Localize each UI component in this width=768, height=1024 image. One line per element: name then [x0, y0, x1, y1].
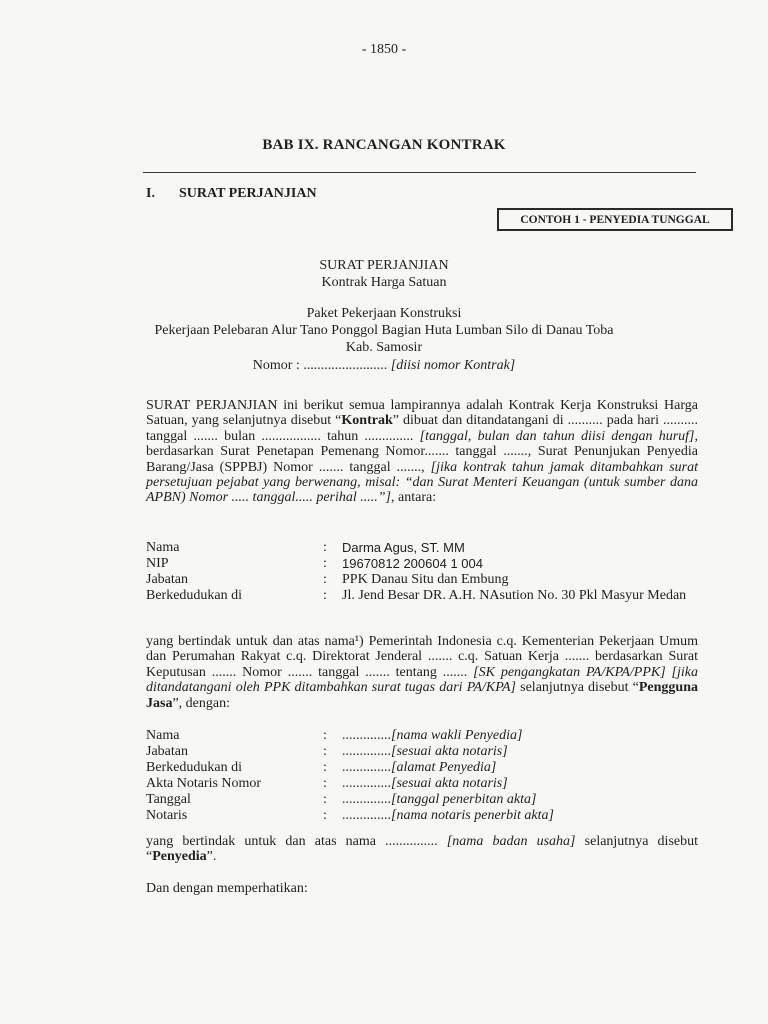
considering-paragraph: Dan dengan memperhatikan:	[146, 881, 308, 896]
para1-kontrak-term: Kontrak	[341, 413, 393, 429]
opening-paragraph	[146, 398, 698, 506]
field-dots: ..............	[342, 728, 391, 743]
field-label: Berkedudukan di	[146, 588, 243, 603]
field-label: Nama	[146, 728, 180, 743]
field-colon: :	[323, 588, 327, 603]
field-label: Jabatan	[146, 744, 188, 759]
field-note: [nama notaris penerbit akta]	[391, 808, 554, 823]
para3-provider-term: Penyedia	[152, 849, 207, 865]
agreement-header-package	[0, 305, 768, 374]
field-colon: :	[323, 808, 327, 823]
para3-text-c: selanjutnya disebut “	[146, 834, 698, 865]
para3-note: [nama badan usaha]	[446, 834, 576, 849]
field-label: Jabatan	[146, 572, 188, 587]
para1-text-g: , antara:	[391, 490, 437, 506]
package-location: Kab. Samosir	[345, 340, 423, 355]
field-label: NIP	[146, 556, 169, 571]
para1-note-multiyear: [jika kontrak tahun jamak ditambahkan surat persetujuan pejabat yang berwenang, misal: “dan Surat Menteri Keuangan (untuk sumber dana APBN) Nomor ..... tanggal..... perihal .....”]	[146, 459, 698, 506]
field-value	[342, 808, 698, 824]
field-colon: :	[323, 540, 327, 555]
acting-for-paragraph	[146, 634, 698, 711]
para2-text-e: ”, dengan:	[172, 695, 230, 711]
field-dots: ..............	[342, 760, 391, 775]
field-dots: ..............	[342, 792, 391, 807]
contract-number-prefix: Nomor : ........................	[252, 358, 391, 373]
field-label: Tanggal	[146, 792, 191, 807]
official-position-value: PPK Danau Situ dan Embung	[342, 572, 509, 587]
field-note: [sesuai akta notaris]	[391, 744, 508, 759]
field-label: Akta Notaris Nomor	[146, 776, 262, 791]
section-number: I.	[146, 186, 155, 201]
field-colon: :	[323, 572, 327, 587]
field-colon: :	[323, 792, 327, 807]
title-divider	[143, 172, 696, 173]
example-box: CONTOH 1 - PENYEDIA TUNGGAL	[497, 208, 733, 231]
chapter-title: BAB IX. RANCANGAN KONTRAK	[262, 137, 506, 153]
para3-text-a: yang bertindak untuk dan atas nama ...............	[146, 834, 447, 849]
para2-text-c: selanjutnya disebut “	[516, 680, 639, 696]
contract-number-line	[0, 357, 768, 374]
para1-text-e: , berdasarkan Surat Penetapan Pemenang Nomor....... tanggal ......., Surat Penunjukan Penyedia Barang/Jasa (SPPBJ) Nomor ....... tanggal .......,	[146, 428, 698, 475]
official-name-value: Darma Agus, ST. MM	[342, 540, 465, 555]
official-address-value: Jl. Jend Besar DR. A.H. NAsution No. 30 Pkl Masyur Medan	[342, 588, 687, 603]
section-title: SURAT PERJANJIAN	[179, 186, 317, 201]
official-nip-value: 19670812 200604 1 004	[342, 556, 483, 571]
para1-text-a: SURAT PERJANJIAN ini berikut semua lampirannya adalah Kontrak Kerja Konstruksi Harga Satuan, yang selanjutnya disebut “	[146, 398, 698, 429]
para2-text-a: yang bertindak untuk dan atas nama¹) Pemerintah Indonesia c.q. Kementerian Pekerjaan Umum dan Perumahan Rakyat c.q. Direktorat Jenderal ....... c.q. Satuan Kerja ....... berdasarkan Surat Keputusan ....... Nomor ....... tanggal ....... tentang .......	[146, 634, 698, 680]
package-name: Pekerjaan Pelebaran Alur Tano Ponggol Bagian Huta Lumban Silo di Danau Toba	[154, 323, 614, 338]
package-type: Paket Pekerjaan Konstruksi	[306, 306, 462, 321]
para2-note: [SK pengangkatan PA/KPA/PPK] [jika ditandatangani oleh PPK ditambahkan surat tugas dari PA/KPA]	[146, 664, 699, 696]
field-label: Nama	[146, 540, 180, 555]
field-value	[342, 792, 698, 808]
section-heading	[146, 186, 317, 202]
field-value	[342, 728, 698, 744]
contract-number-note: [diisi nomor Kontrak]	[390, 358, 516, 373]
agreement-title: SURAT PERJANJIAN	[319, 258, 449, 273]
contract-type: Kontrak Harga Satuan	[321, 275, 447, 290]
field-colon: :	[323, 744, 327, 759]
field-note: [sesuai akta notaris]	[391, 776, 508, 791]
field-colon: :	[323, 760, 327, 775]
field-colon: :	[323, 776, 327, 791]
field-value	[342, 744, 698, 760]
para1-note-date: [tanggal, bulan dan tahun diisi dengan huruf]	[419, 428, 695, 444]
agreement-header-top	[0, 257, 768, 291]
field-colon: :	[323, 556, 327, 571]
para1-text-c: ” dibuat dan ditandatangani di .......... pada hari .......... tanggal ....... bulan ................. tahun ..............	[146, 413, 699, 444]
field-value	[342, 776, 698, 792]
field-note: [tanggal penerbitan akta]	[391, 792, 537, 807]
para3-text-e: ”.	[206, 849, 217, 865]
field-label: Notaris	[146, 808, 188, 823]
provider-acting-paragraph	[146, 834, 698, 865]
field-note: [nama wakli Penyedia]	[391, 728, 523, 743]
field-value	[342, 760, 698, 776]
field-note: [alamat Penyedia]	[391, 760, 497, 775]
para2-user-term: Pengguna Jasa	[146, 680, 698, 711]
field-dots: ..............	[342, 744, 391, 759]
field-dots: ..............	[342, 808, 391, 823]
field-label: Berkedudukan di	[146, 760, 243, 775]
field-dots: ..............	[342, 776, 391, 791]
page-number: - 1850 -	[361, 42, 407, 57]
field-colon: :	[323, 728, 327, 743]
